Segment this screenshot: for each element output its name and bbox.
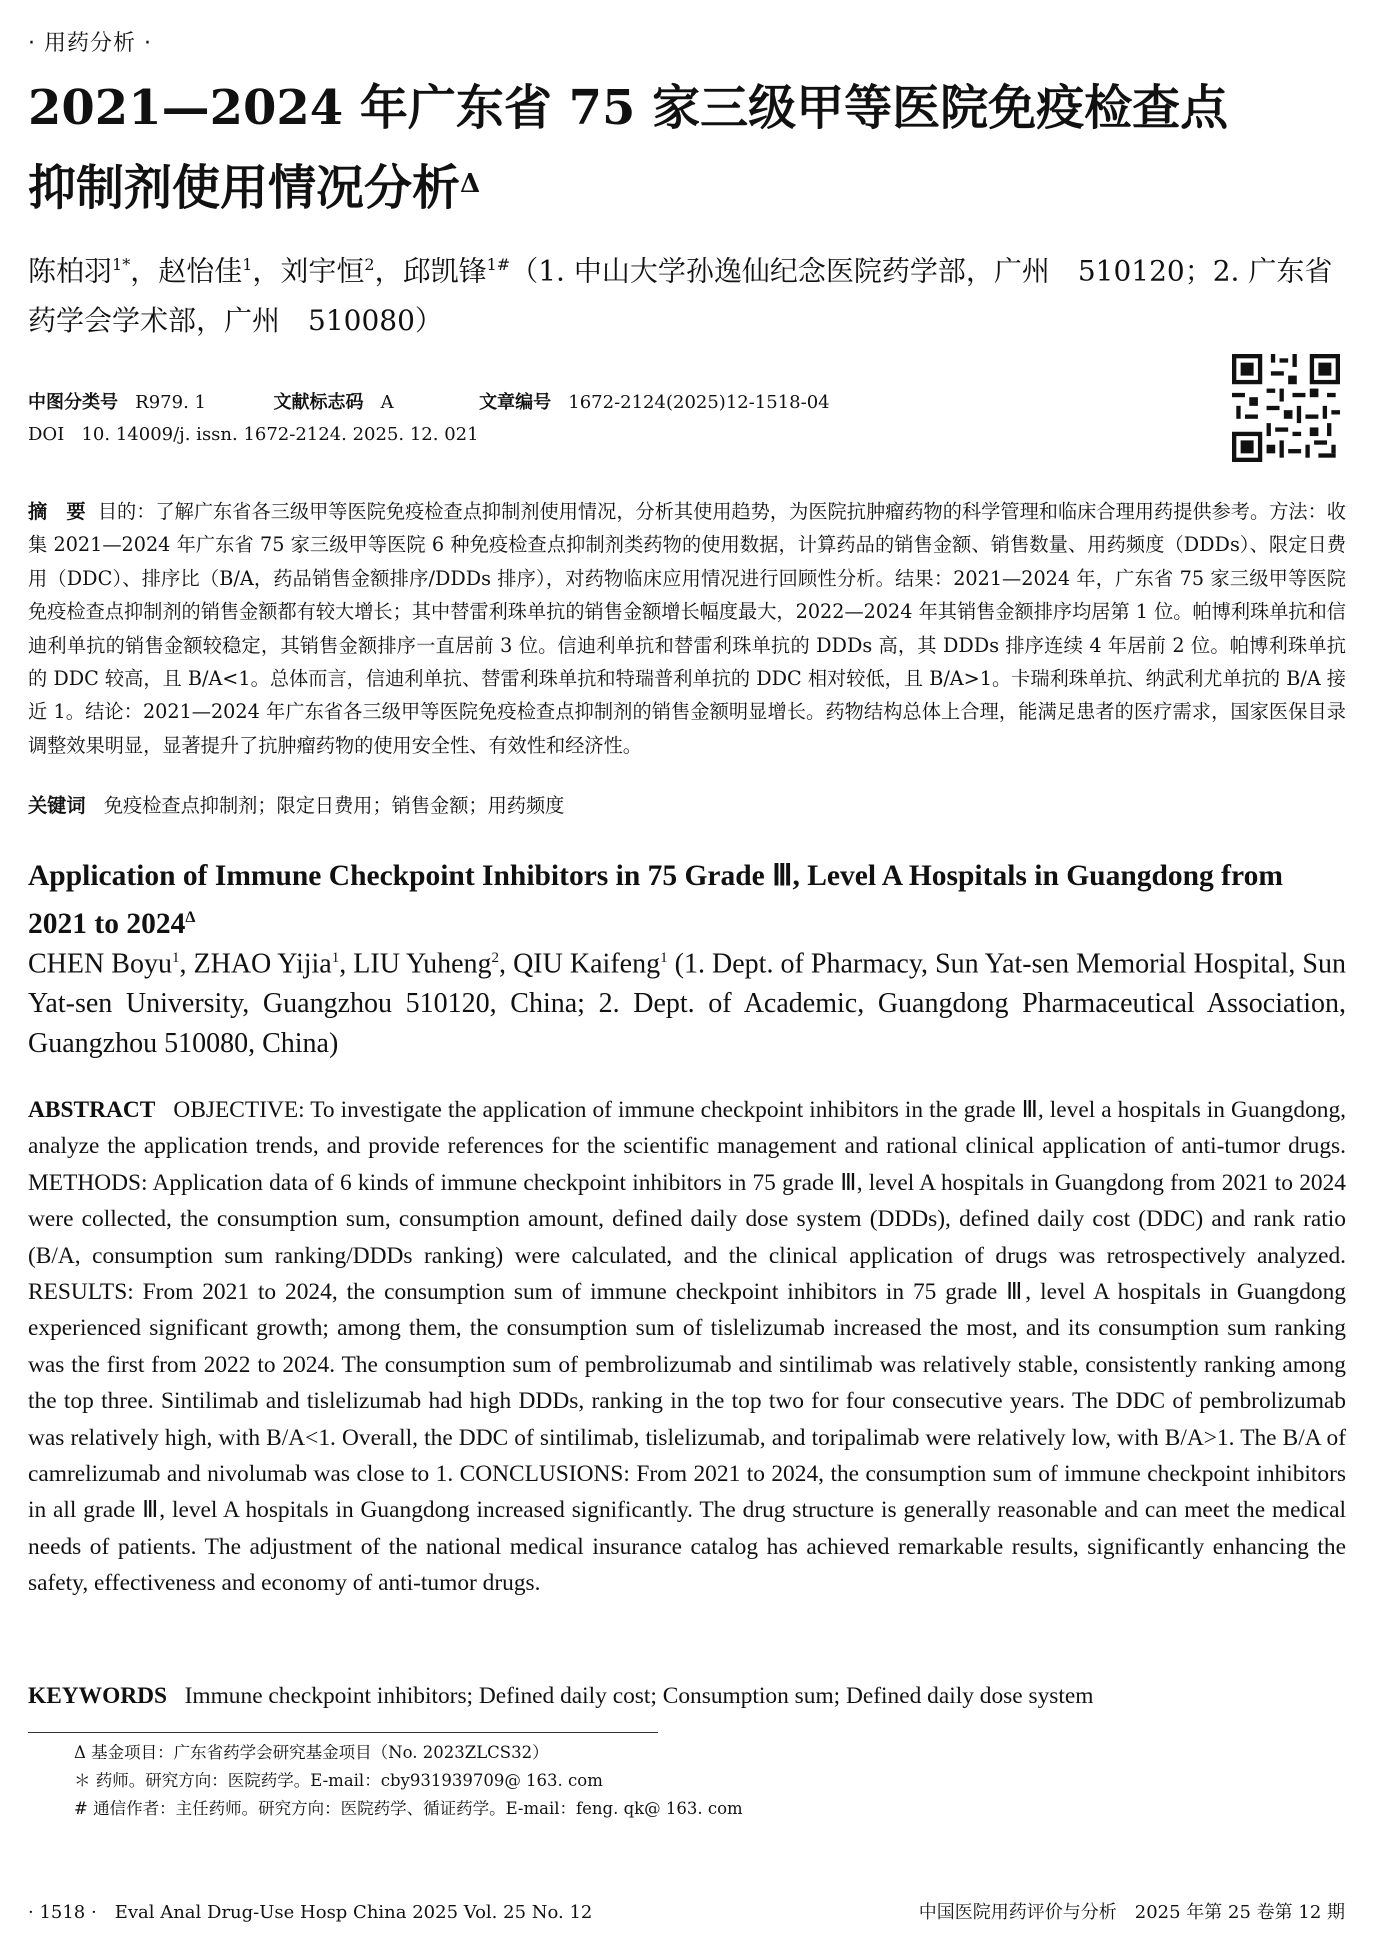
footer-right: 中国医院用药评价与分析 2025 年第 25 卷第 12 期 bbox=[918, 1902, 1345, 1923]
page-title-line-2: 抑制剂使用情况分析$^\Delta$ bbox=[28, 160, 481, 216]
english-authors: CHEN Boyu$^1$, ZHAO Yijia$^1$, LIU Yuheng$^2$, QIU Kaifeng$^1$ (1. Dept. of Pharmacy, Sun Yat-sen Memorial Hospital, Sun Yat-sen University, Guangzhou 510120, China; 2. Dept. of Academic, Guangdong Pharmaceutical Association, Guangzhou 510080, China) bbox=[28, 948, 1346, 1060]
footnote-divider bbox=[28, 1732, 658, 1733]
footer-left: · 1518 · Eval Anal Drug-Use Hosp China 2025 Vol. 25 No. 12 bbox=[28, 1902, 593, 1923]
affiliation-zh: （1. 中山大学孙逸仙纪念医院药学部，广州 510120；2. 广东省药学会学术部，广州 510080） bbox=[28, 254, 1333, 338]
section-label: · 用药分析 · bbox=[28, 31, 152, 56]
english-affiliation: (1. Dept. of Pharmacy, Sun Yat-sen Memorial Hospital, Sun Yat-sen University, Guangzhou 510120, China; 2. Dept. of Academic, Guangdong Pharmaceutical Association, Guangzhou 510080, China) bbox=[28, 948, 1346, 1060]
page-title-line-1: 2021—2024 年广东省 75 家三级甲等医院免疫检查点 bbox=[28, 80, 1229, 136]
authors-zh: 陈柏羽$^{1*}$，赵怡佳$^1$，刘宇恒$^2$，邱凯锋$^{1\#}$（1. 中山大学孙逸仙纪念医院药学部，广州 510120；2. 广东省药学会学术部，广州 510080） bbox=[28, 254, 1333, 338]
keywords-zh: 关键词 免疫检查点抑制剂；限定日费用；销售金额；用药频度 bbox=[28, 794, 565, 817]
footnote-corresponding: # 通信作者：主任药师。研究方向：医院药学、循证药学。E-mail：feng. qk@ 163. com bbox=[74, 1799, 743, 1818]
abstract-zh-text: 目的：了解广东省各三级甲等医院免疫检查点抑制剂使用情况，分析其使用趋势，为医院抗肿瘤药物的科学管理和临床合理用药提供参考。方法：收集 2021—2024 年广东省 75 家三级甲等医院 6 种免疫检查点抑制剂类药物的使用数据，计算药品的销售金额、销售数量、用药频度（DDDs）、限定日费用（DDC）、排序比（B/A，药品销售金额排序/DDDs 排序），对药物临床应用情况进行回顾性分析。结果：2021—2024 年，广东省 75 家三级甲等医院免疫检查点抑制剂的销售金额都有较大增长；其中替雷利珠单抗的销售金额增长幅度最大，2022—2024 年其销售金额排序均居第 1 位。帕博利珠单抗和信迪利单抗的销售金额较稳定，其销售金额排序一直居前 3 位。信迪利单抗和替雷利珠单抗的 DDDs 高，其 DDDs 排序连续 4 年居前 2 位。帕博利珠单抗的 DDC 较高，且 B/A<1。总体而言，信迪利单抗、替雷利珠单抗和特瑞普利单抗的 DDC 相对较低，且 B/A>1。卡瑞利珠单抗、纳武利尤单抗的 B/A 接近 1。结论：2021—2024 年广东省各三级甲等医院免疫检查点抑制剂的销售金额明显增长。药物结构总体上合理，能满足患者的医疗需求，国家医保目录调整效果明显，显著提升了抗肿瘤药物的使用安全性、有效性和经济性。 bbox=[28, 500, 1346, 757]
english-title: Application of Immune Checkpoint Inhibitors in 75 Grade Ⅲ, Level A Hospitals in Guangdong from 2021 to $2024^\Delta$ bbox=[28, 860, 1283, 940]
abstract-zh-label: 摘 要 bbox=[28, 500, 86, 523]
footnote-fund: Δ 基金项目：广东省药学会研究基金项目（No. 2023ZLCS32） bbox=[74, 1743, 549, 1762]
qr-code-icon bbox=[1232, 354, 1340, 462]
footnote-author: ＊ 药师。研究方向：医院药学。E-mail：cby931939709@ 163. com bbox=[74, 1771, 603, 1790]
classification-info: 中图分类号 R979. 1 文献标志码 A 文章编号 1672-2124(2025)12-1518-04 bbox=[28, 392, 830, 413]
doi: DOI 10. 14009/j. issn. 1672-2124. 2025. 12. 021 bbox=[28, 424, 479, 445]
abstract-en-label: ABSTRACT bbox=[28, 1097, 156, 1123]
keywords-en: KEYWORDS Immune checkpoint inhibitors; Defined daily cost; Consumption sum; Defined daily dose system bbox=[28, 1683, 1094, 1709]
abstract-zh bbox=[28, 495, 1346, 762]
fund-mark: Δ bbox=[460, 169, 481, 199]
abstract-en-text: OBJECTIVE: To investigate the application of immune checkpoint inhibitors in the grade Ⅲ, level a hospitals in Guangdong, analyze the application trends, and provide references for the scientific management and rational clinical application of anti-tumor drugs. METHODS: Application data of 6 kinds of immune checkpoint inhibitors in 75 grade Ⅲ, level A hospitals in Guangdong from 2021 to 2024 were collected, the consumption sum, consumption amount, defined daily dose system (DDDs), defined daily cost (DDC) and rank ratio (B/A, consumption sum ranking/DDDs ranking) were calculated, and the clinical application of drugs was retrospectively analyzed. RESULTS: From 2021 to 2024, the consumption sum of immune checkpoint inhibitors in 75 grade Ⅲ, level A hospitals in Guangdong experienced significant growth; among them, the consumption sum of tislelizumab increased the most, and its consumption sum ranking was the first from 2022 to 2024. The consumption sum of pembrolizumab and sintilimab was relatively stable, consistently ranking among the top three. Sintilimab and tislelizumab had high DDDs, ranking in the top two for four consecutive years. The DDC of pembrolizumab was relatively high, with B/A<1. Overall, the DDC of sintilimab, tislelizumab, and toripalimab were relatively low, with B/A>1. The B/A of camrelizumab and nivolumab was close to 1. CONCLUSIONS: From 2021 to 2024, the consumption sum of immune checkpoint inhibitors in all grade Ⅲ, level A hospitals in Guangdong increased significantly. The drug structure is generally reasonable and can meet the medical needs of patients. The adjustment of the national medical insurance catalog has achieved remarkable results, significantly enhancing the safety, effectiveness and economy of anti-tumor drugs. bbox=[28, 1097, 1347, 1597]
abstract-en bbox=[28, 1092, 1346, 1602]
